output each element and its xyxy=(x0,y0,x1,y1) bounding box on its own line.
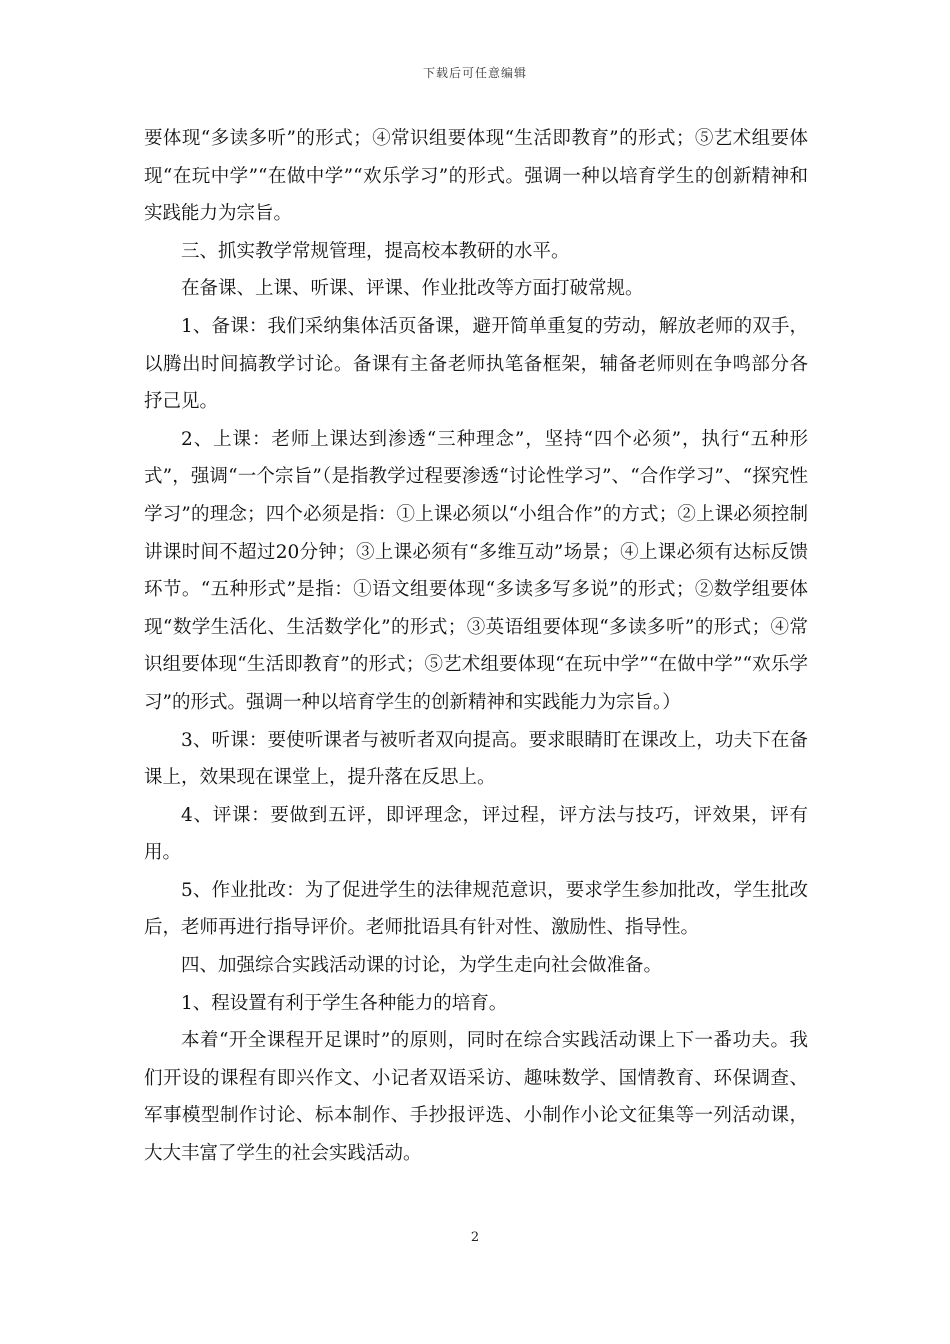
paragraph-observation: 3、听课：要使听课者与被听者双向提高。要求眼睛盯在课改上，功夫下在备课上，效果现在课堂上，提升落在反思上。 xyxy=(144,729,808,789)
paragraph-homework: 5、作业批改：为了促进学生的法律规范意识，要求学生参加批改，学生批改后，老师再进行指导评价。老师批语具有针对性、激励性、指导性。 xyxy=(144,879,808,939)
section-heading-3: 三、抓实教学常规管理，提高校本教研的水平。 xyxy=(181,240,570,262)
paragraph-lesson-prep: 1、备课：我们采纳集体活页备课，避开简单重复的劳动，解放老师的双手，以腾出时间搞教学讨论。备课有主备老师执笔备框架，辅备老师则在争鸣部分各抒己见。 xyxy=(144,315,808,413)
page-number: 2 xyxy=(470,1230,480,1245)
section-heading-4: 四、加强综合实践活动课的讨论，为学生走向社会做准备。 xyxy=(181,955,663,977)
paragraph-curriculum: 1、程设置有利于学生各种能力的培育。 xyxy=(181,992,508,1014)
paragraph-activities: 本着“开全课程开足课时”的原则，同时在综合实践活动课上下一番功夫。我们开设的课程有即兴作文、小记者双语采访、趣味数学、国情教育、环保调查、军事模型制作讨论、标本制作、手抄报评选、小制作小论文征集等一列活动课，大大丰富了学生的社会实践活动。 xyxy=(144,1030,808,1165)
page-header-note: 下载后可任意编辑 xyxy=(422,66,527,80)
document-body xyxy=(144,120,808,1173)
paragraph-continuation: 要体现“多读多听”的形式；④常识组要体现“生活即教育”的形式；⑤艺术组要体现“在玩中学”“在做中学”“欢乐学习”的形式。强调一种以培育学生的创新精神和实践能力为宗旨。 xyxy=(144,128,808,225)
paragraph-teaching: 2、上课：老师上课达到渗透“三种理念”，坚持“四个必须”，执行“五种形式”，强调“一个宗旨”（是指教学过程要渗透“讨论性学习”、“合作学习”、“探究性学习”的理念；四个必须是指：①上课必须以“小组合作”的方式；②上课必须控制讲课时间不超过20分钟；③上课必须有“多维互动”场景；④上课必须有达标反馈环节。“五种形式”是指：①语文组要体现“多读多写多说”的形式；②数学组要体现“数学生活化、生活数学化”的形式；③英语组要体现“多读多听”的形式；④常识组要体现“生活即教育”的形式；⑤艺术组要体现“在玩中学”“在做中学”“欢乐学习”的形式。强调一种以培育学生的创新精神和实践能力为宗旨。） xyxy=(144,428,808,713)
paragraph-evaluation: 4、评课：要做到五评，即评理念，评过程，评方法与技巧，评效果，评有用。 xyxy=(144,804,808,864)
paragraph-routine-intro: 在备课、上课、听课、评课、作业批改等方面打破常规。 xyxy=(181,278,644,300)
